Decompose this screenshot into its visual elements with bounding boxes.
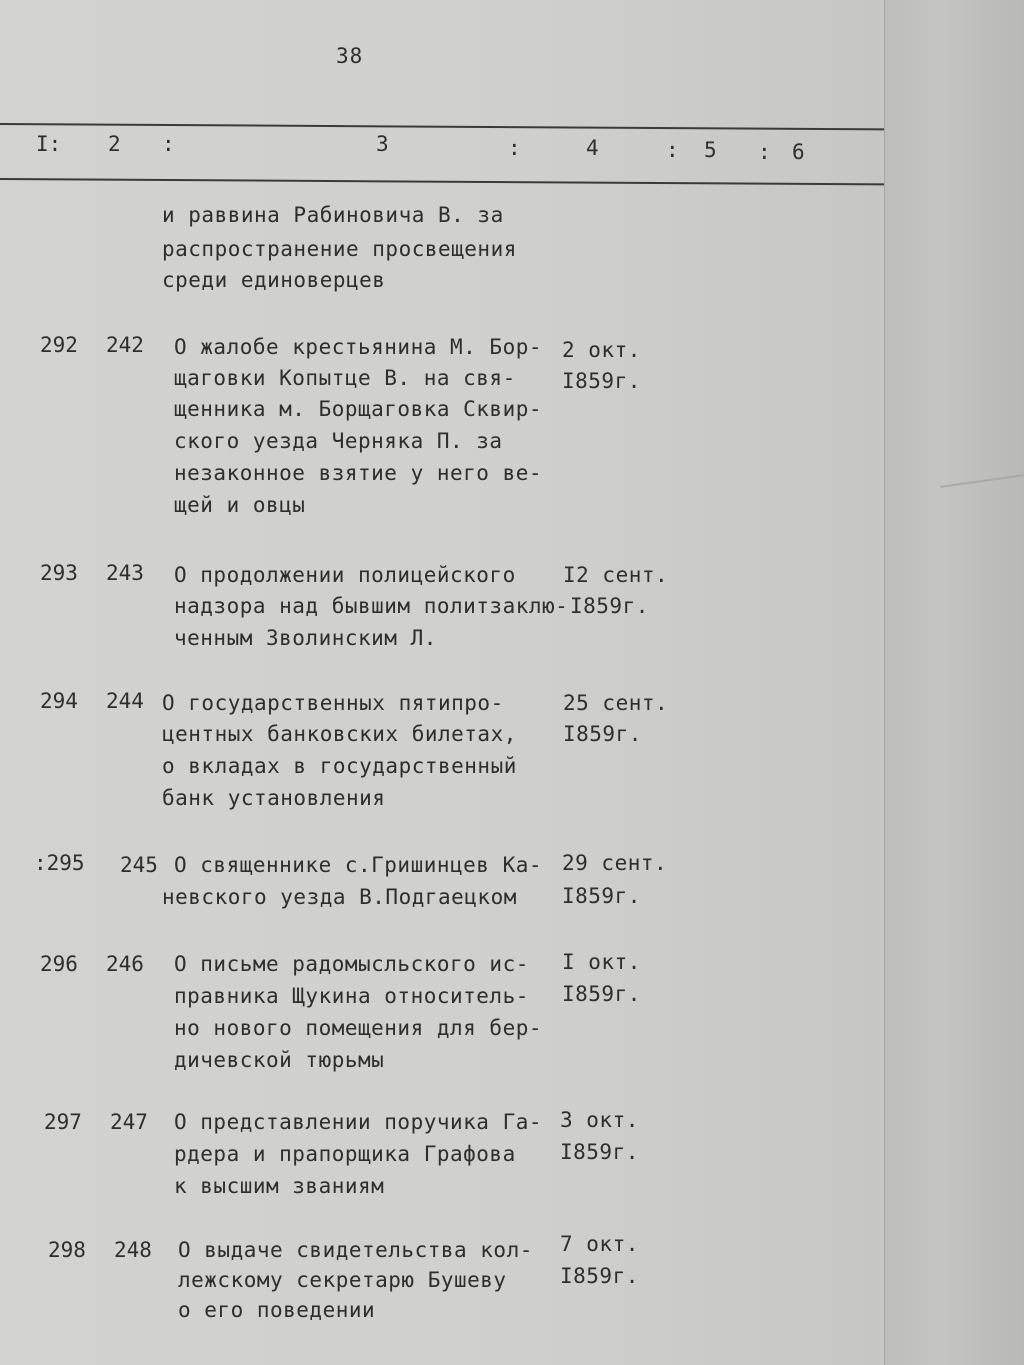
entry-title-line: О выдаче свидетельства кол-	[178, 1238, 533, 1262]
file-number: 246	[106, 952, 144, 976]
entry-year: I859г.	[570, 594, 649, 618]
column-separator: :	[508, 136, 521, 160]
entry-title-line: лежскому секретарю Бушеву	[178, 1268, 507, 1292]
entry-number: 297	[44, 1110, 82, 1134]
entry-date: 7 окт.	[560, 1232, 639, 1256]
entry-title-line: О священнике с.Гришинцев Ка-	[174, 853, 543, 877]
entry-year: I859г.	[562, 369, 641, 393]
entry-title-line: О письме радомысльского ис-	[174, 952, 529, 976]
continuation-line: распространение просвещения	[162, 237, 517, 261]
entry-date: I2 сент.	[563, 563, 669, 587]
entry-year: I859г.	[562, 982, 641, 1006]
entry-title-line: О представлении поручика Га-	[174, 1110, 543, 1134]
column-separator: :	[162, 132, 175, 156]
column-header-3: 3	[376, 132, 389, 156]
entry-number: 292	[40, 333, 78, 357]
entry-number: :295	[34, 851, 85, 875]
entry-title-line: незаконное взятие у него ве-	[174, 461, 543, 485]
entry-date: 29 сент.	[562, 851, 668, 875]
entry-title-line: о его поведении	[178, 1298, 376, 1322]
page-number: 38	[336, 44, 364, 68]
file-number: 245	[120, 853, 158, 877]
entry-date: 3 окт.	[560, 1108, 639, 1132]
entry-title-line: О продолжении полицейского	[174, 563, 516, 587]
entry-title-line: рдера и прапорщика Графова	[174, 1142, 516, 1166]
underlying-sheet	[884, 0, 1024, 1365]
entry-number: 294	[40, 689, 78, 713]
continuation-line: и раввина Рабиновича В. за	[162, 203, 504, 227]
entry-title-line: дичевской тюрьмы	[174, 1048, 385, 1072]
entry-title-line: О государственных пятипро-	[162, 691, 504, 715]
entry-year: I859г.	[560, 1264, 639, 1288]
entry-year: I859г.	[560, 1140, 639, 1164]
entry-title-line: к высшим званиям	[174, 1174, 385, 1198]
entry-date: 2 окт.	[562, 338, 641, 362]
entry-title-line: О жалобе крестьянина М. Бор-	[174, 335, 543, 359]
entry-title-line: ского уезда Черняка П. за	[174, 429, 503, 453]
entry-title-line: щей и овцы	[174, 493, 306, 517]
column-header-5: 5	[704, 138, 717, 162]
file-number: 242	[106, 333, 144, 357]
entry-date: I окт.	[562, 950, 641, 974]
entry-title-line: правника Щукина относитель-	[174, 984, 529, 1008]
entry-year: I859г.	[562, 884, 641, 908]
entry-title-line: надзора над бывшим политзаклю-	[174, 594, 569, 618]
column-header-4: 4	[586, 136, 599, 160]
entry-number: 293	[40, 561, 78, 585]
file-number: 248	[114, 1238, 152, 1262]
entry-date: 25 сент.	[563, 691, 669, 715]
column-header-2: 2	[108, 132, 121, 156]
file-number: 244	[106, 689, 144, 713]
entry-title-line: ченным Зволинским Л.	[174, 626, 437, 650]
entry-title-line: банк установления	[162, 786, 386, 810]
entry-title-line: но нового помещения для бер-	[174, 1016, 543, 1040]
column-header-6: 6	[792, 140, 805, 164]
entry-year: I859г.	[563, 722, 642, 746]
column-separator: :	[758, 140, 771, 164]
entry-title-line: центных банковских билетах,	[162, 722, 517, 746]
file-number: 247	[110, 1110, 148, 1134]
entry-number: 298	[48, 1238, 86, 1262]
file-number: 243	[106, 561, 144, 585]
column-header-1: I:	[36, 132, 62, 156]
entry-number: 296	[40, 952, 78, 976]
entry-title-line: о вкладах в государственный	[162, 754, 517, 778]
entry-title-line: щенника м. Борщаговка Сквир-	[174, 397, 543, 421]
continuation-line: среди единоверцев	[162, 268, 386, 292]
entry-title-line: щаговки Копытце В. на свя-	[174, 366, 516, 390]
entry-title-line: невского уезда В.Подгаецком	[162, 885, 517, 909]
column-separator: :	[666, 138, 679, 162]
